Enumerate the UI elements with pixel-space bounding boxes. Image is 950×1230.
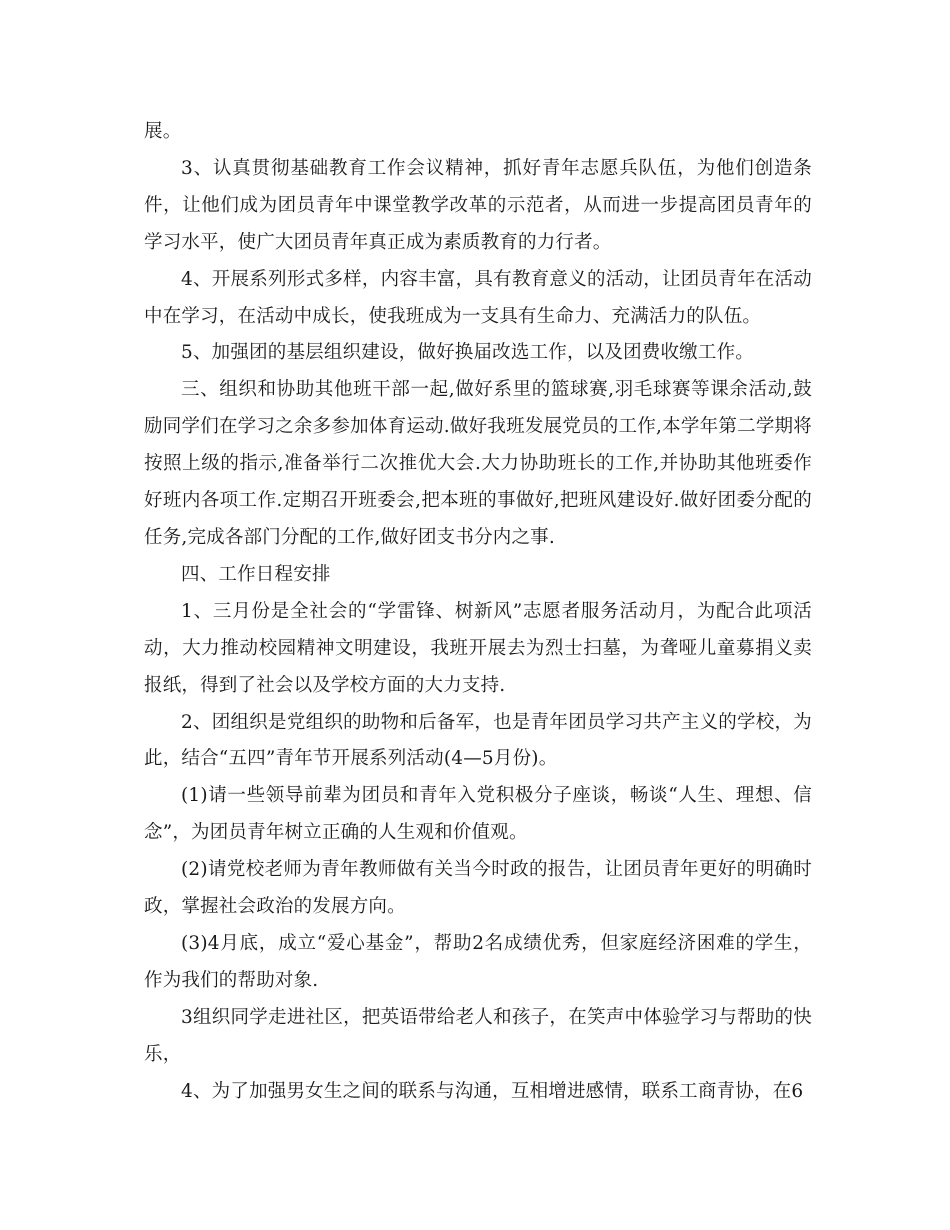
paragraph-schedule-1: 1、三月份是全社会的“学雷锋、树新风”志愿者服务活动月，为配合此项活动，大力推动校园精神文明建设，我班开展去为烈士扫墓，为聋哑儿童募捐义卖报纸，得到了社会以及学校方面的大力支持. [144,600,812,696]
paragraph-item-3: 3、认真贯彻基础教育工作会议精神，抓好青年志愿兵队伍，为他们创造条件，让他们成为团员青年中课堂教学改革的示范者，从而进一步提高团员青年的学习水平，使广大团员青年真正成为素质教育的力行者。 [144,157,812,253]
paragraph-sub-2: (2)请党校老师为青年教师做有关当今时政的报告，让团员青年更好的明确时政，掌握社会政治的发展方向。 [144,859,812,918]
paragraph-continuation: 展。 [144,121,182,142]
paragraph-sub-1: (1)请一些领导前辈为团员和青年入党积极分子座谈，畅谈“人生、理想、信念”，为团员青年树立正确的人生观和价值观。 [144,785,812,844]
paragraph-schedule-3: 3组织同学走进社区，把英语带给老人和孩子，在笑声中体验学习与帮助的快乐， [144,1006,812,1065]
paragraph-item-4: 4、开展系列形式多样，内容丰富，具有教育意义的活动，让团员青年在活动中在学习，在活动中成长，使我班成为一支具有生命力、充满活力的队伍。 [144,268,812,327]
paragraph-section-three: 三、组织和协助其他班干部一起,做好系里的篮球赛,羽毛球赛等课余活动,鼓励同学们在学习之余多参加体育运动.做好我班发展党员的工作,本学年第二学期将按照上级的指示,准备举行二次推优大会.大力协助班长的工作,并协助其他班委作好班内各项工作.定期召开班委会,把本班的事做好,把班风建设好.做好团委分配的任务,完成各部门分配的工作,做好团支书分内之事. [144,379,812,548]
paragraph-sub-3: (3)4月底，成立“爱心基金”，帮助2名成绩优秀，但家庭经济困难的学生，作为我们的帮助对象. [144,932,812,991]
section-heading-four: 四、工作日程安排 [181,563,331,585]
paragraph-schedule-2: 2、团组织是党组织的助物和后备军，也是青年团员学习共产主义的学校，为此，结合“五四”青年节开展系列活动(4—5月份)。 [144,711,812,770]
paragraph-schedule-4: 4、为了加强男女生之间的联系与沟通，互相增进感情，联系工商青协，在6 [181,1080,804,1102]
document-body [144,114,812,1110]
paragraph-item-5: 5、加强团的基层组织建设，做好换届改选工作，以及团费收缴工作。 [181,342,754,364]
